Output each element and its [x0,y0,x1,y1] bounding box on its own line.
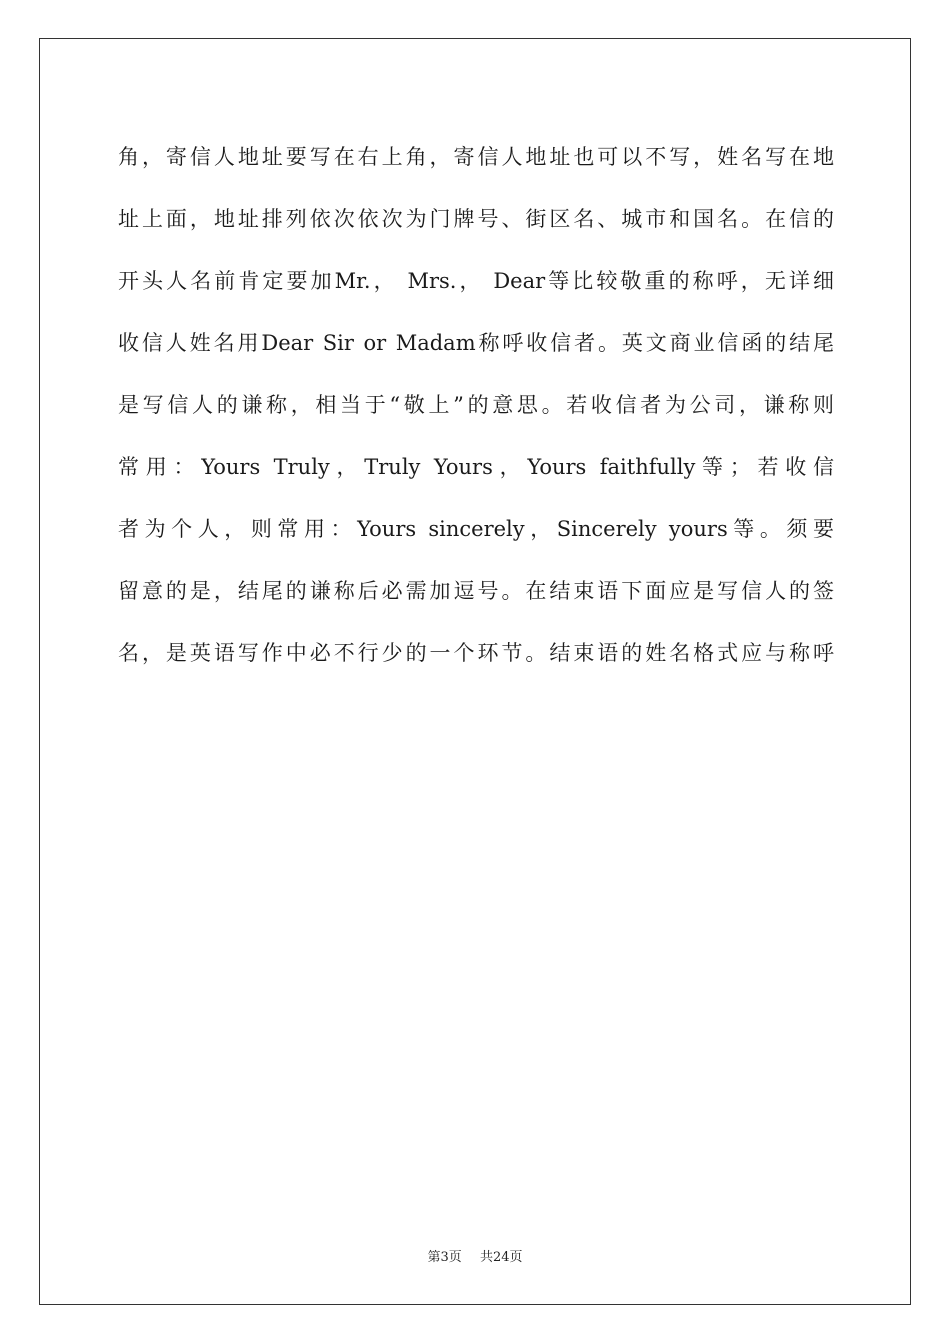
current-page-number: 第3页 [427,1250,462,1265]
text-line: 留意的是，结尾的谦称后必需加逗号。在结束语下面应是写信人的签 [118,579,834,603]
text-line: 名，是英语写作中必不行少的一个环节。结束语的姓名格式应与称呼 [118,641,834,665]
text-line: 者为个人，则常用：Yours sincerely，Sincerely yours等。须要 [118,517,834,541]
text-line: 常用：Yours Truly，Truly Yours，Yours faithfully等；若收信 [118,455,834,479]
document-body [118,126,834,684]
page-footer [0,1246,950,1265]
text-line: 开头人名前肯定要加Mr.， Mrs.， Dear等比较敬重的称呼，无详细 [118,269,834,293]
text-line: 址上面，地址排列依次依次为门牌号、街区名、城市和国名。在信的 [118,207,834,231]
total-page-count: 共24页 [479,1250,523,1265]
text-line: 收信人姓名用Dear Sir or Madam称呼收信者。英文商业信函的结尾 [118,331,834,355]
text-line: 是写信人的谦称，相当于“敬上”的意思。若收信者为公司，谦称则 [118,393,834,417]
text-line: 角，寄信人地址要写在右上角，寄信人地址也可以不写，姓名写在地 [118,145,834,169]
